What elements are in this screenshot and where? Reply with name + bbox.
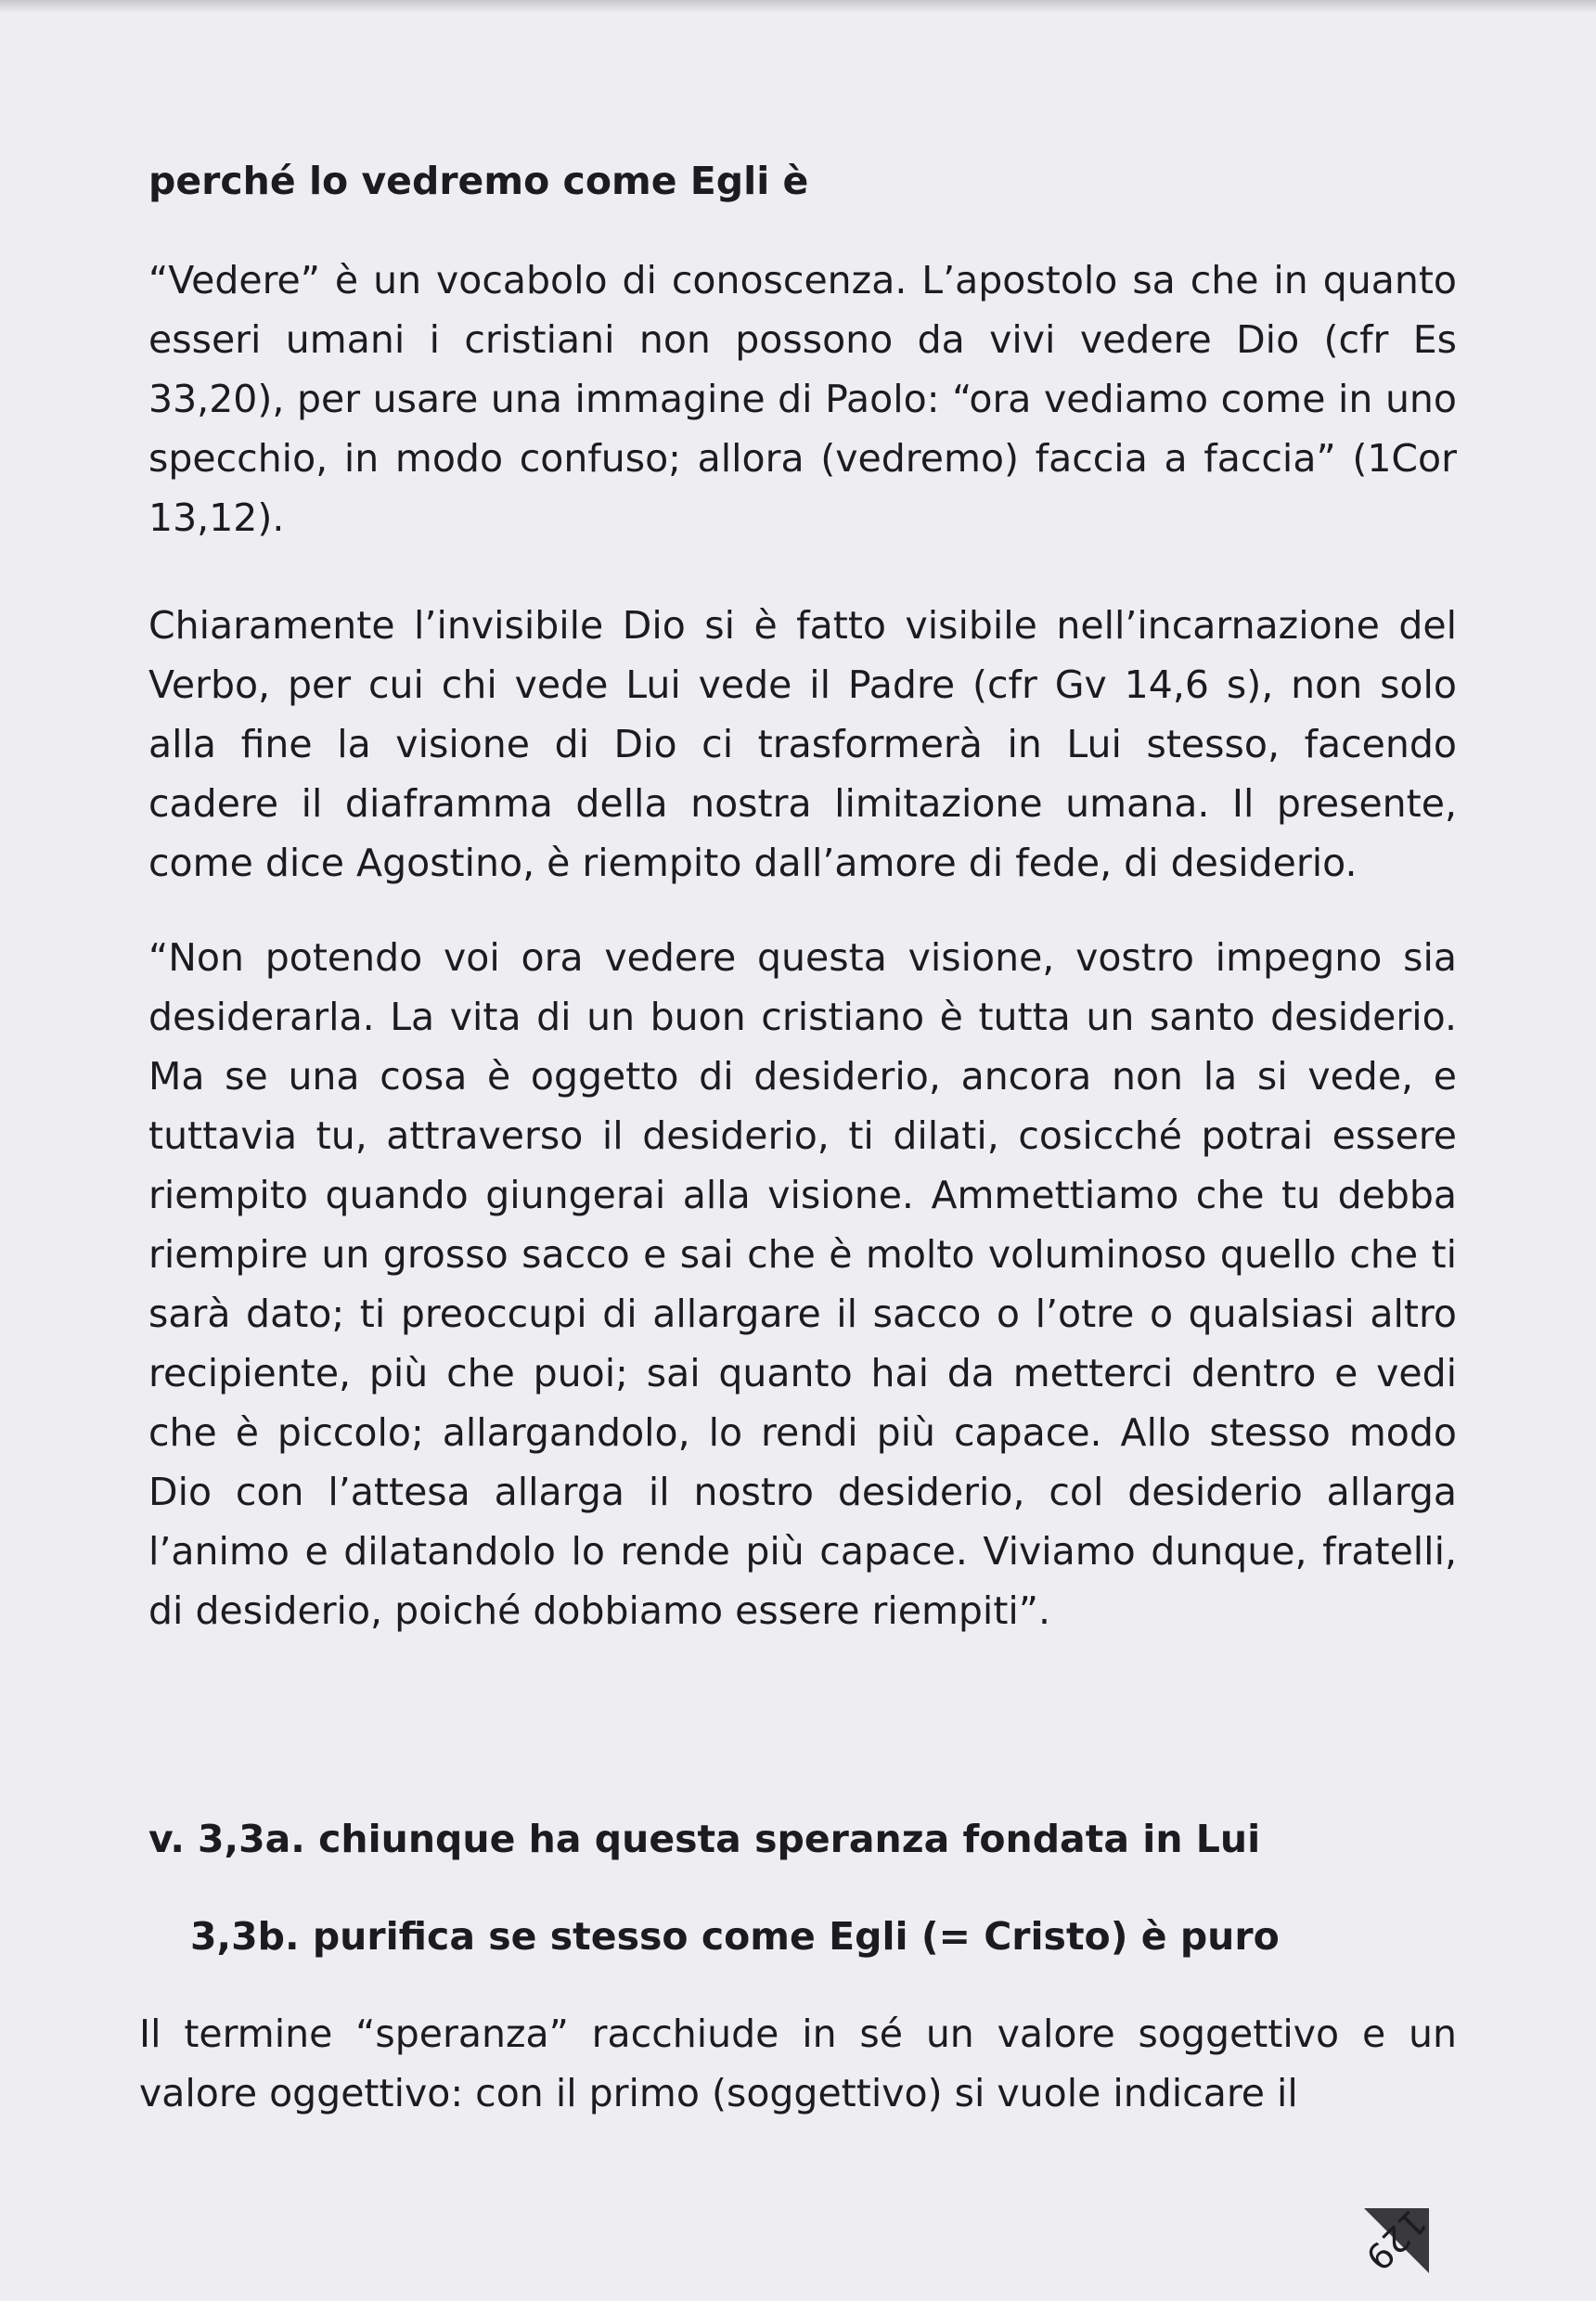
verse-label: v. (148, 1817, 185, 1861)
heading-perche-vedremo: perché lo vedremo come Egli è (148, 159, 809, 203)
paragraph-speranza: Il termine “speranza” racchiude in sé un valore soggettivo e un valore oggettivo: con il primo (soggettivo) si vuole indicare il (139, 2012, 1457, 2115)
page-top-edge (0, 0, 1596, 13)
heading-verse-3-3a-text: 3,3a. chiunque ha questa speranza fondata in Lui (197, 1817, 1261, 1861)
page-number: 129 (1358, 2201, 1435, 2279)
paragraph-vedere: “Vedere” è un vocabolo di conoscenza. L’apostolo sa che in quanto esseri umani i cristiani non possono da vivi vedere Dio (cfr Es 33,20), per usare una immagine di Paolo: “ora vediamo come in uno specchio, in modo confuso; allora (vedremo) faccia a faccia” (1Cor 13,12). (148, 258, 1457, 540)
heading-verse-3-3a (148, 1809, 1457, 1869)
heading-verse-3-3b: 3,3b. purifica se stesso come Egli (= Cristo) è puro (190, 1914, 1280, 1959)
paragraph-invisibile-dio: Chiaramente l’invisibile Dio si è fatto visibile nell’incarnazione del Verbo, per cui chi vede Lui vede il Padre (cfr Gv 14,6 s), non solo alla fine la visione di Dio ci trasformerà in Lui stesso, facendo cadere il diaframma della nostra limitazione umana. Il presente, come dice Agostino, è riempito dall’amore di fede, di desiderio. (148, 603, 1457, 885)
paragraph-agostino-quote: “Non potendo voi ora vedere questa visione, vostro impegno sia desiderarla. La vita di un buon cristiano è tutta un santo desiderio. Ma se una cosa è oggetto di desiderio, ancora non la si vede, e tuttavia tu, attraverso il desiderio, ti dilati, cosicché potrai essere riempito quando giungerai alla visione. Ammettiamo che tu debba riempire un grosso sacco e sai che è molto voluminoso quello che ti sarà dato; ti preoccupi di allargare il sacco o l’otre o qualsiasi altro recipiente, più che puoi; sai quanto hai da metterci dentro e vedi che è piccolo; allargandolo, lo rendi più capace. Allo stesso modo Dio con l’attesa allarga il nostro desiderio, col desiderio allarga l’animo e dilatandolo lo rende più capace. Viviamo dunque, fratelli, di desiderio, poiché dobbiamo essere riempiti”. (148, 935, 1457, 1633)
